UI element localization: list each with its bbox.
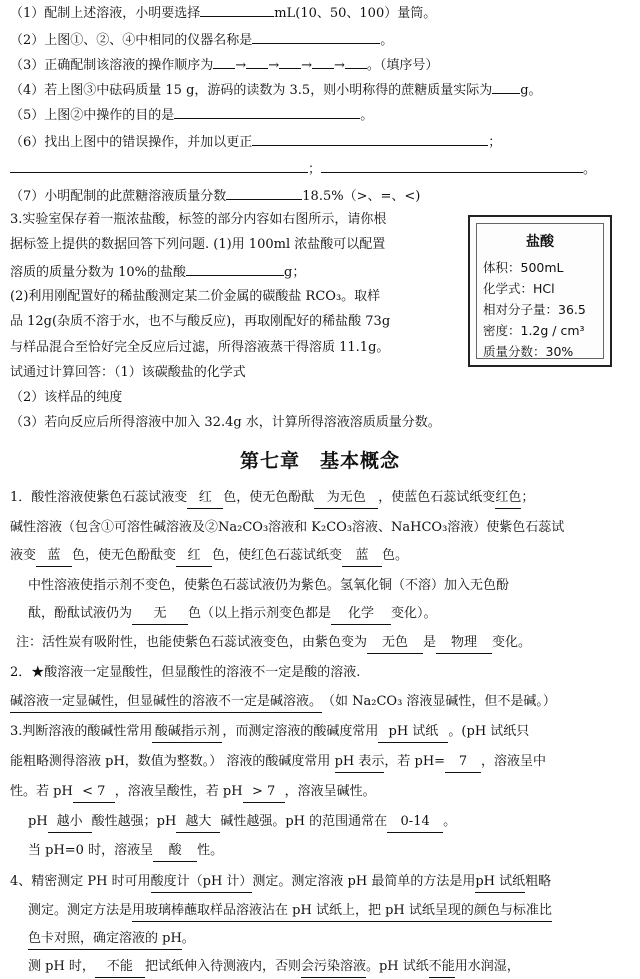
ch7-line: pH 越小 酸性越强；pH 越大 碱性越强。pH 的范围通常在 0-14 。 (28, 812, 632, 833)
label-row: 密度：1.2g / cm³ (483, 323, 585, 338)
label-row: 体积：500mL (483, 260, 564, 275)
ch7-line: 测定。测定方法是用玻璃棒蘸取样品溶液沾在 pH 试纸上，把 pH 试纸呈现的颜色与标准比 (28, 901, 632, 922)
question-5: （5）上图②中操作的目的是 。 (10, 104, 632, 126)
ch7-line: 注：活性炭有吸附性，也能使紫色石蕊试液变色，由紫色变为 无色 是 物理 变化。 (16, 633, 632, 654)
label-row: 相对分子量：36.5 (483, 302, 586, 317)
ch7-line: 2．★酸溶液一定显酸性，但显酸性的溶液不一定是酸的溶液. (10, 665, 361, 680)
answer-blank (200, 2, 274, 17)
question-7: （7）小明配制的此蔗糖溶液质量分数 18.5%（>、=、<) (10, 185, 632, 207)
problem-3-line: 与样品混合至恰好完全反应后过滤，所得溶液蒸干得溶质 11.1g。 (10, 340, 390, 355)
problem-3-line: (2)利用刚配置好的稀盐酸测定某二价金属的碳酸盐 RCO₃。取样 (10, 289, 381, 304)
ch7-line: 能粗略测得溶液 pH，数值为整数。） 溶液的酸碱度常用 pH 表示，若 pH= 7 ，溶液呈中 (10, 752, 632, 773)
problem-3-line: （3）若向反应后所得溶液中加入 32.4g 水，计算所得溶液溶质质量分数。 (10, 415, 441, 430)
ch7-line: 3.判断溶液的酸碱性常用 酸碱指示剂 ，而测定溶液的酸碱度常用 pH 试纸 。(pH 试纸只 (10, 722, 632, 743)
ch7-line: 4、精密测定 PH 时可用酸度计（pH 计）测定。测定溶液 pH 最简单的方法是用pH 试纸粗略 (10, 872, 632, 893)
label-title: 盐酸 (526, 234, 554, 250)
problem-3-line: 据标签上提供的数据回答下列问题. (1)用 100ml 浓盐酸可以配置 (10, 237, 386, 252)
question-3: （3）正确配制该溶液的操作顺序为 → → → → 。（填序号） (10, 54, 632, 76)
ch7-line: 1．酸性溶液使紫色石蕊试液变 红 色，使无色酚酞 为无色 ，使蓝色石蕊试纸变红色； (10, 488, 632, 509)
chapter-title: 第七章 基本概念 (239, 450, 400, 472)
question-2: （2）上图①、②、④中相同的仪器名称是 。 (10, 29, 632, 51)
question-4: （4）若上图③中砝码质量 15 g，游码的读数为 3.5，则小明称得的蔗糖质量实际为 g。 (10, 79, 632, 101)
question-1: （1）配制上述溶液，小明要选择 mL(10、50、100）量筒。 (10, 2, 632, 24)
problem-3-line: 溶质的质量分数为 10%的盐酸 g； (10, 261, 460, 283)
ch7-line: 碱性溶液（包含①可溶性碱溶液及②Na₂CO₃溶液和 K₂CO₃溶液、NaHCO₃溶液）使紫色石蕊试 (10, 520, 565, 535)
label-row: 质量分数：30% (483, 344, 574, 359)
ch7-line: 测 pH 时， 不能 把试纸伸入待测液内，否则会污染溶液。pH 试纸不能用水润湿， (28, 957, 632, 978)
ch7-line: 液变 蓝 色，使无色酚酞变 红 色，使红色石蕊试纸变 蓝 色。 (10, 546, 632, 567)
ch7-line: 中性溶液使指示剂不变色，使紫色石蕊试液仍为紫色。氢氧化铜（不溶）加入无色酚 (28, 578, 510, 593)
problem-3-line: 3.实验室保存着一瓶浓盐酸，标签的部分内容如右图所示，请你根 (10, 212, 387, 227)
ch7-line: 色卡对照，确定溶液的 pH。 (28, 929, 632, 950)
hydrochloric-acid-label (468, 215, 612, 367)
question-6: （6）找出上图中的错误操作，并加以更正 ； (10, 131, 632, 153)
ch7-line: 性。若 pH < 7 ，溶液呈酸性，若 pH > 7 ，溶液呈碱性。 (10, 782, 632, 803)
question-6-cont: ； 。 (10, 158, 632, 180)
label-row: 化学式：HCl (483, 281, 555, 296)
problem-3-line: 试通过计算回答：（1）该碳酸盐的化学式 (10, 365, 246, 380)
answer-blank (252, 29, 380, 44)
ch7-line: 当 pH=0 时，溶液呈 酸 性。 (28, 841, 632, 862)
ch7-line: 酞，酚酞试液仍为 无 色（以上指示剂变色都是 化学 变化）。 (28, 604, 632, 625)
problem-3-line: （2）该样品的纯度 (10, 390, 123, 405)
ch7-line: 碱溶液一定显碱性，但显碱性的溶液不一定是碱溶液。（如 Na₂CO₃ 溶液显碱性，但不是碱。） (10, 692, 632, 713)
problem-3-line: 品 12g(杂质不溶于水，也不与酸反应)，再取刚配好的稀盐酸 73g (10, 314, 391, 329)
